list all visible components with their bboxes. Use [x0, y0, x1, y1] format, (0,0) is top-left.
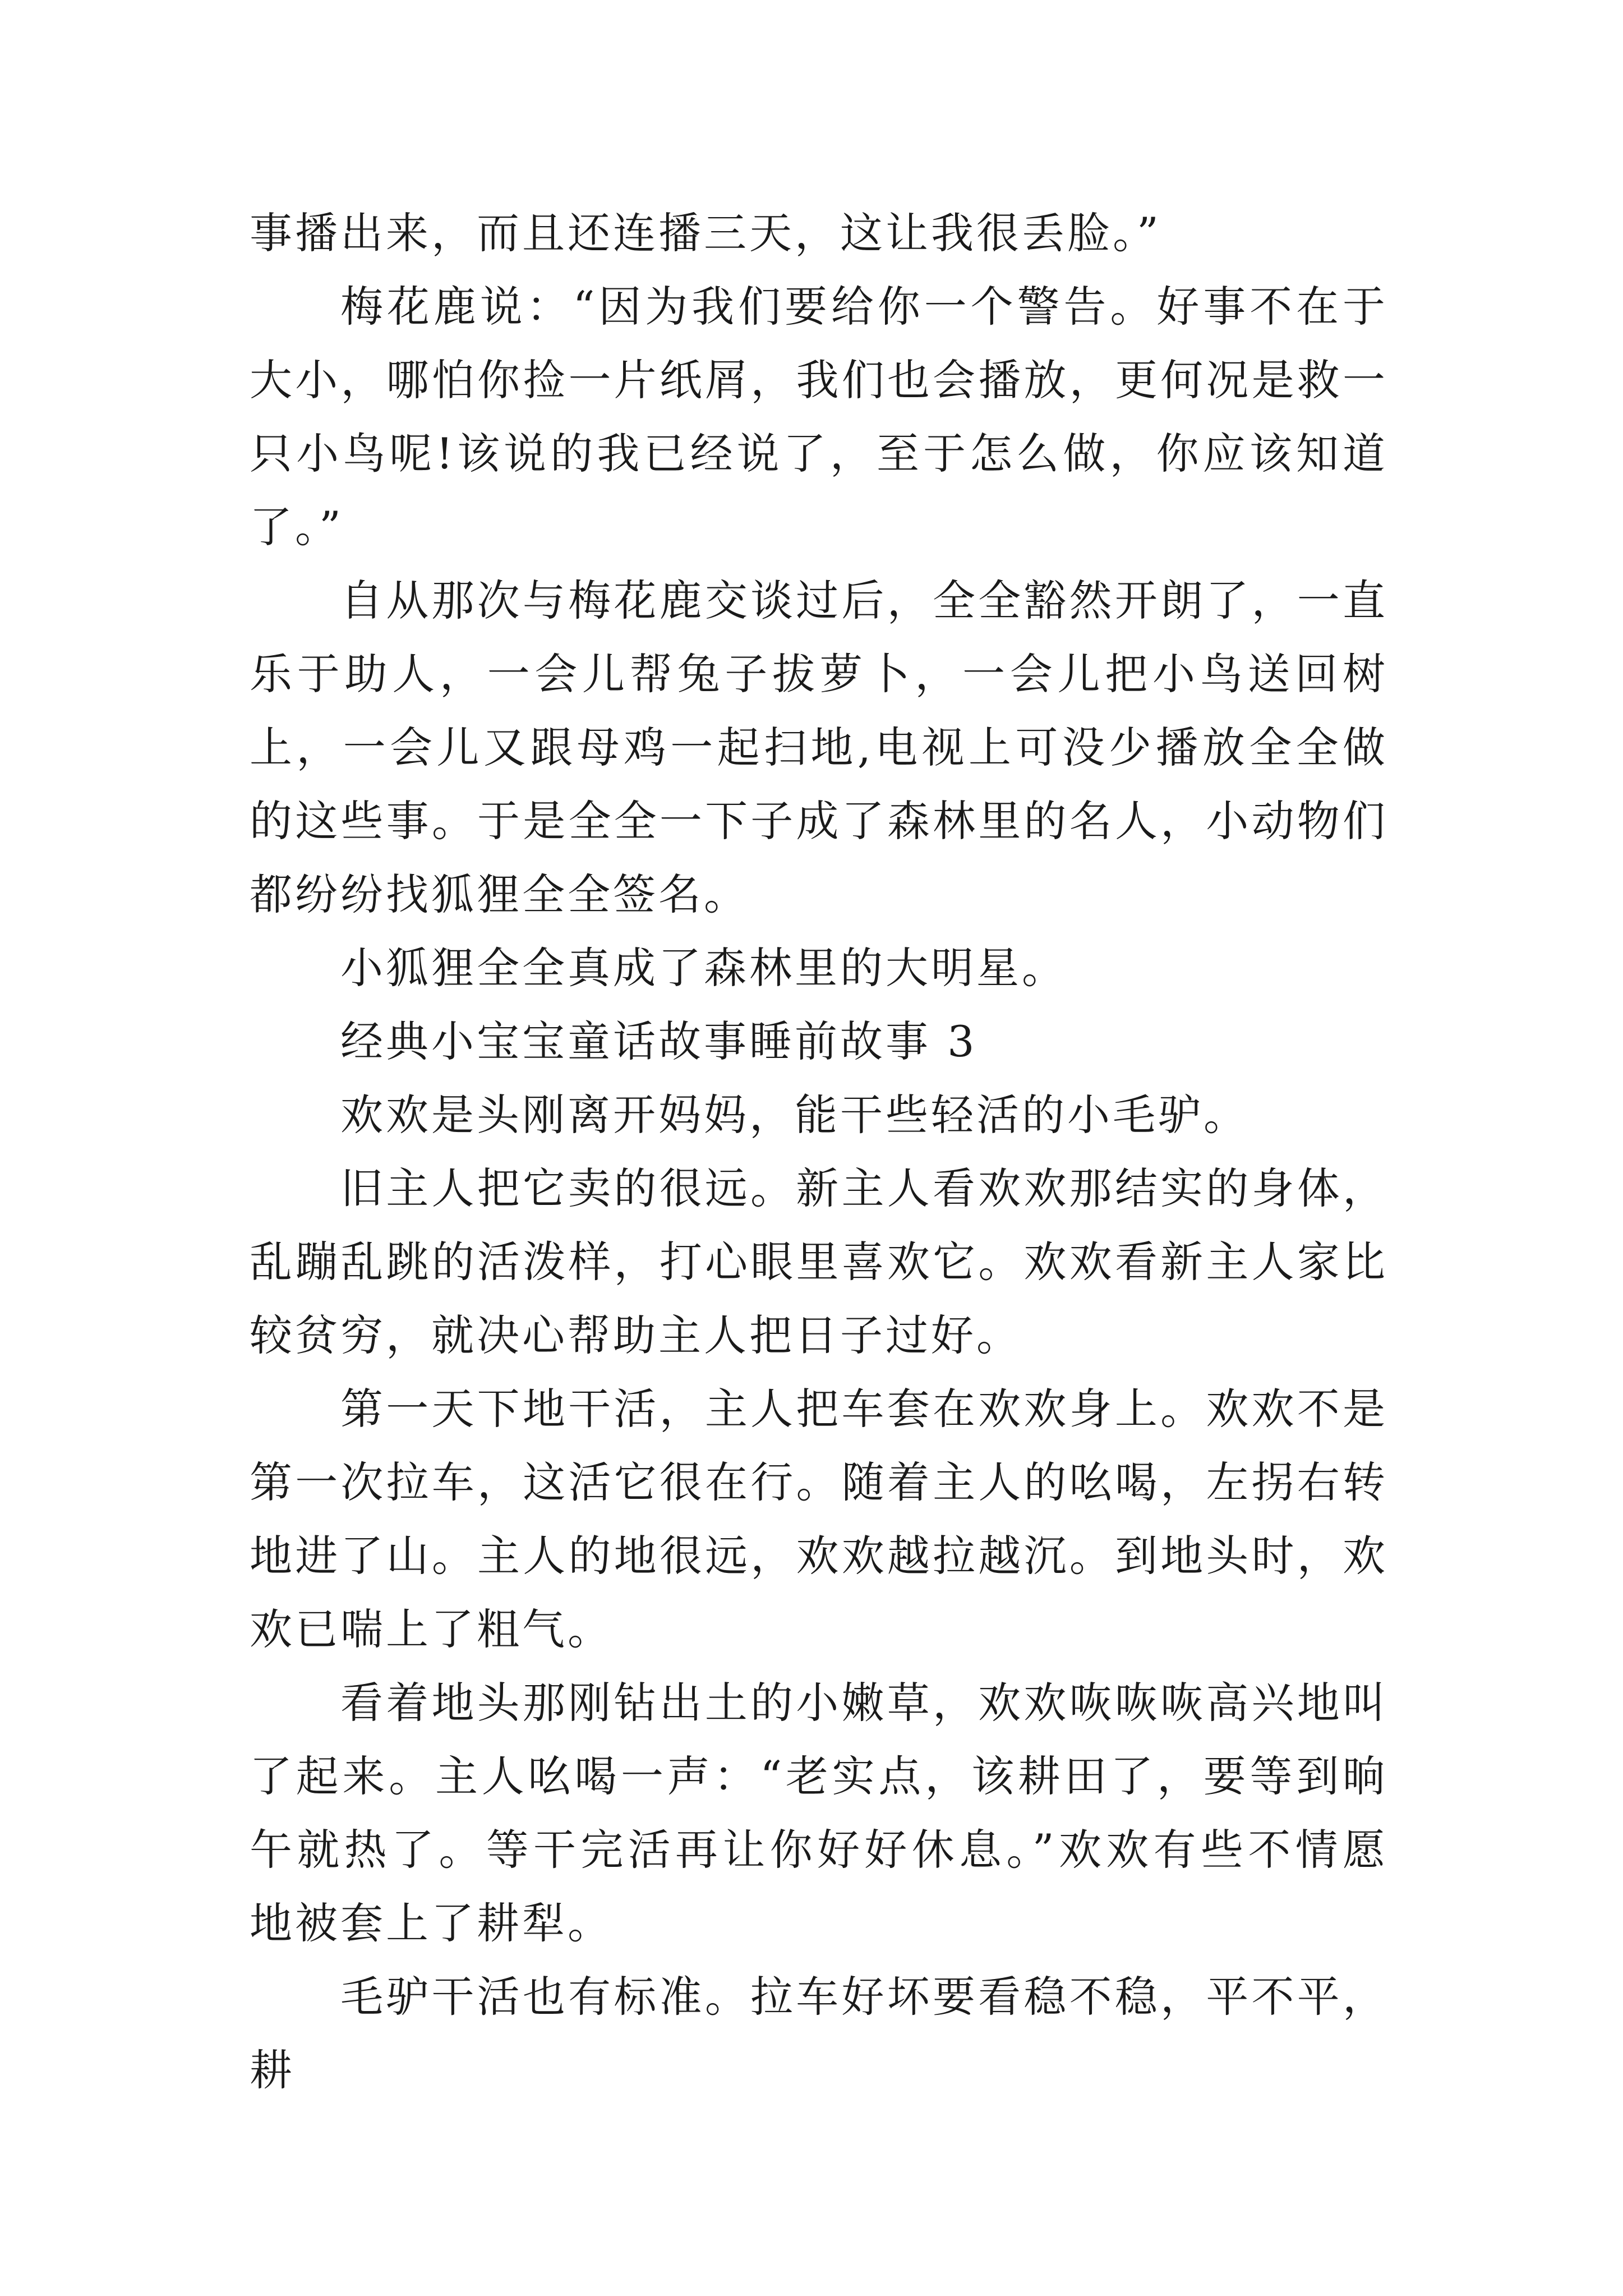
paragraph: 旧主人把它卖的很远。新主人看欢欢那结实的身体，乱蹦乱跳的活泼样，打心眼里喜欢它。欢欢看新主人家比较贫穷，就决心帮助主人把日子过好。: [250, 1163, 1388, 1360]
paragraph: 自从那次与梅花鹿交谈过后，全全豁然开朗了，一直乐于助人，一会儿帮兔子拔萝卜，一会儿把小鸟送回树上，一会儿又跟母鸡一起扫地,电视上可没少播放全全做的这些事。于是全全一下子成了森林里的名人，小动物们都纷纷找狐狸全全签名。: [250, 576, 1388, 919]
story-text: [250, 196, 1388, 2107]
paragraph: 梅花鹿说：“因为我们要给你一个警告。好事不在于大小，哪怕你捡一片纸屑，我们也会播放，更何况是救一只小鸟呢!该说的我已经说了，至于怎么做，你应该知道了。”: [250, 282, 1388, 552]
paragraph: 经典小宝宝童话故事睡前故事 3: [340, 1016, 978, 1066]
paragraph: 第一天下地干活，主人把车套在欢欢身上。欢欢不是第一次拉车，这活它很在行。随着主人的吆喝，左拐右转地进了山。主人的地很远，欢欢越拉越沉。到地头时，欢欢已喘上了粗气。: [250, 1384, 1388, 1654]
paragraph: 欢欢是头刚离开妈妈，能干些轻活的小毛驴。: [340, 1090, 1249, 1140]
paragraph: 小狐狸全全真成了森林里的大明星。: [340, 943, 1067, 993]
paragraph: 毛驴干活也有标准。拉车好坏要看稳不稳，平不平，耕: [250, 1972, 1388, 2095]
paragraph: 事播出来，而且还连播三天，这让我很丢脸。”: [250, 208, 1161, 258]
paragraph: 看着地头那刚钻出土的小嫩草，欢欢咴咴咴高兴地叫了起来。主人吆喝一声：“老实点，该耕田了，要等到晌午就热了。等干完活再让你好好休息。”欢欢有些不情愿地被套上了耕犁。: [250, 1678, 1388, 1948]
